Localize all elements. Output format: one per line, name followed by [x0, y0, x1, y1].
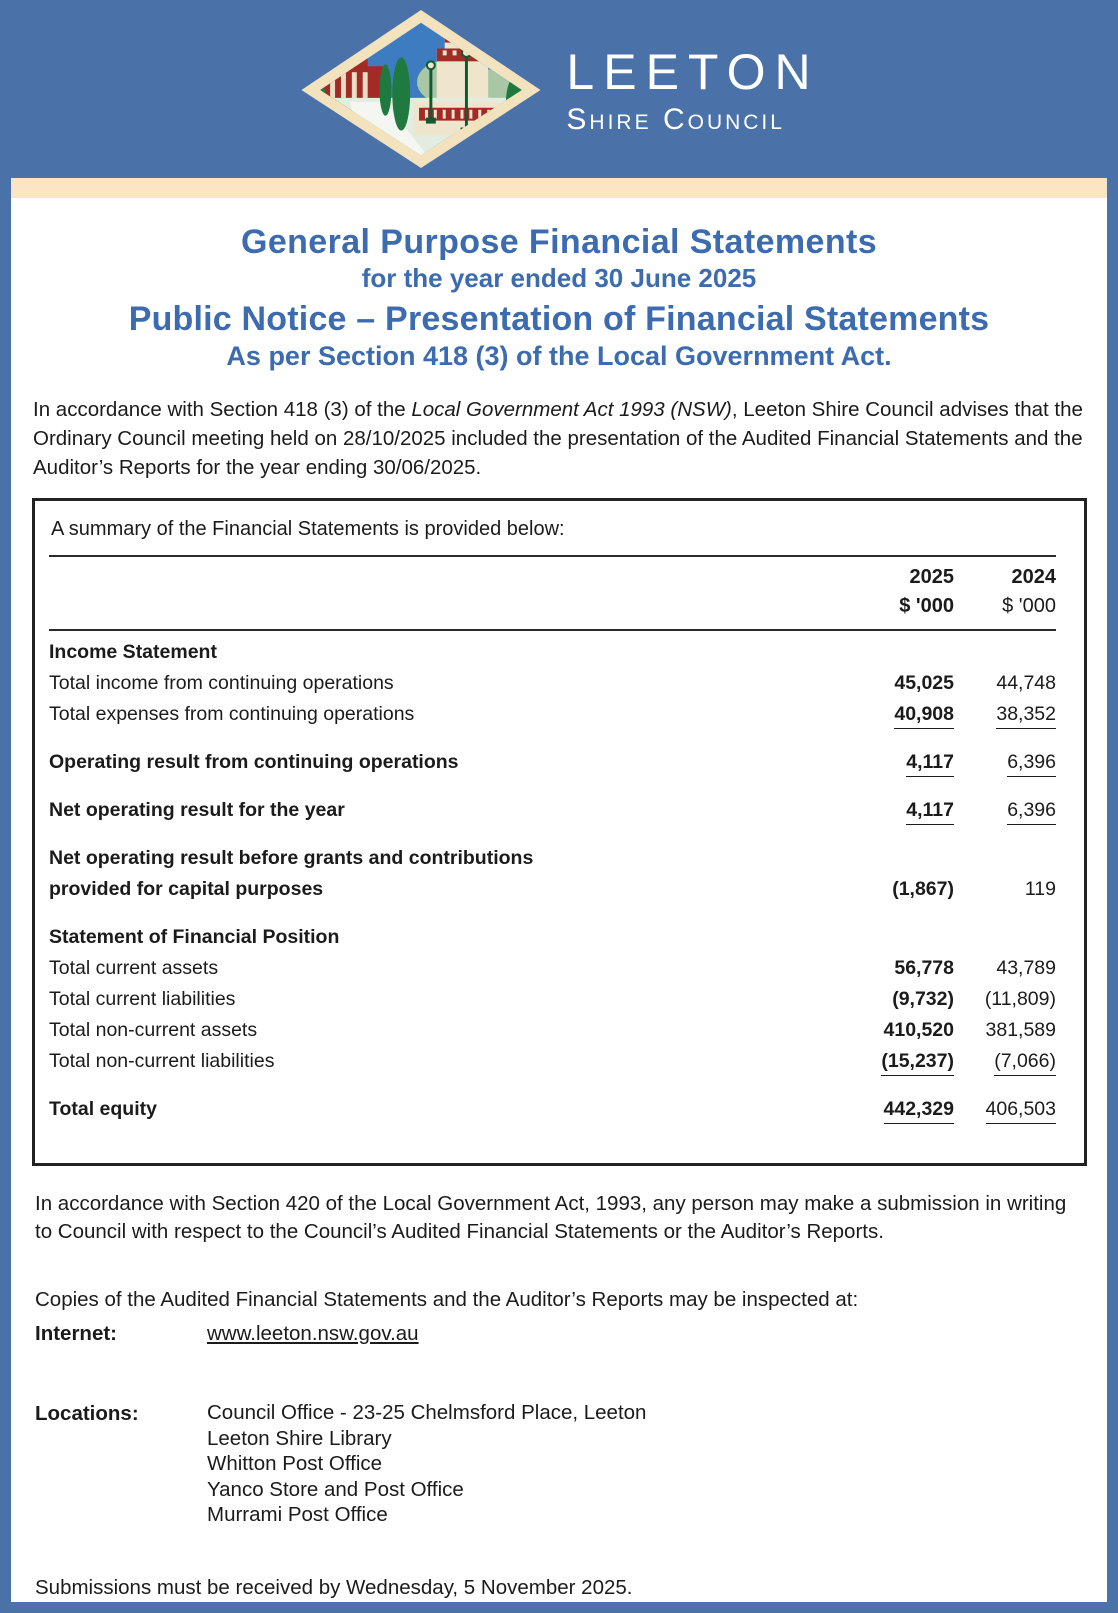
value-2025: 410,520 [883, 1019, 954, 1041]
value-2024: 381,589 [985, 1019, 1056, 1041]
table-row: Total current liabilities (9,732) (11,809) [49, 988, 1056, 1010]
value-2025: (9,732) [892, 988, 954, 1010]
value-2024: 119 [1024, 878, 1056, 900]
table-row: Operating result from continuing operations 4,117 6,396 [49, 747, 1056, 778]
header-banner [0, 0, 1118, 178]
value-2024: (7,066) [994, 1049, 1056, 1076]
title-block [22, 222, 1096, 373]
year-2025: 2025 [909, 566, 954, 588]
table-row: Total income from continuing operations 45,025 44,748 [49, 672, 1056, 694]
section-row [49, 922, 1056, 953]
summary-intro: A summary of the Financial Statements is provided below: [51, 518, 565, 540]
list-item: Council Office - 23-25 Chelmsford Place, Leeton [207, 1401, 647, 1424]
act-title-italic: Local Government Act 1993 (NSW) [411, 398, 732, 421]
locations-label: Locations: [35, 1402, 139, 1425]
divider-header [49, 629, 1056, 631]
value-2024: 6,396 [1007, 798, 1056, 825]
submissions-deadline: Submissions must be received by Wednesday, 5 November 2025. [35, 1575, 633, 1599]
value-2024: 406,503 [986, 1097, 1057, 1124]
accent-stripe [11, 178, 1107, 198]
intro-text-after: , Leeton Shire Council advises that the Ordinary Council meeting held on 28/10/2025 included the presentation of the Audited Financial Statements and the Auditor’s Reports for the year ending 30/06/2025. [33, 398, 1083, 479]
locations-row [35, 1400, 1081, 1528]
notice-subtitle-act: As per Section 418 (3) of the Local Government Act. [226, 341, 892, 371]
value-2025: (1,867) [892, 878, 954, 900]
column-header-2025 [836, 563, 954, 621]
value-2024: 43,789 [996, 957, 1056, 979]
financial-summary-box [32, 498, 1087, 1166]
page-subtitle-year: for the year ended 30 June 2025 [361, 263, 757, 293]
org-name-secondary: Shire Council [566, 103, 785, 136]
section-row [49, 637, 1056, 668]
value-2025: 4,117 [906, 798, 954, 825]
value-2024: 6,396 [1007, 750, 1056, 777]
list-item: Yanco Store and Post Office [207, 1477, 464, 1501]
internet-row [35, 1320, 1081, 1348]
table-row: Net operating result before grants and contributions provided for capital purposes (1,867) 119 [49, 847, 1056, 900]
section-label: Income Statement [49, 641, 217, 663]
table-row: Total current assets 56,778 43,789 [49, 957, 1056, 979]
list-item: Murrami Post Office [207, 1503, 388, 1526]
notice-body [11, 198, 1107, 1602]
org-name-primary: LEETON [566, 44, 820, 100]
value-2024: 44,748 [996, 672, 1056, 694]
notice-title: Public Notice – Presentation of Financial Statements [128, 300, 990, 338]
column-header-2024 [954, 563, 1056, 621]
value-2025: 40,908 [894, 702, 954, 729]
summary-rows [49, 637, 1056, 1125]
locations-list [207, 1400, 646, 1528]
intro-text-before: In accordance with Section 418 (3) of the [33, 398, 412, 421]
value-2024: (11,809) [984, 988, 1056, 1010]
list-item: Whitton Post Office [207, 1452, 383, 1475]
council-logo-icon [298, 7, 544, 171]
unit-2025: $ '000 [899, 595, 954, 617]
value-2025: (15,237) [881, 1049, 954, 1076]
page-title: General Purpose Financial Statements [240, 223, 878, 261]
column-headers [49, 557, 1056, 629]
content-frame [0, 178, 1118, 1613]
table-row: Total non-current liabilities (15,237) (7,066) [49, 1046, 1056, 1077]
table-row: Total expenses from continuing operations 40,908 38,352 [49, 699, 1056, 730]
intro-paragraph [33, 395, 1085, 482]
copies-inspection-intro: Copies of the Audited Financial Statements and the Auditor’s Reports may be inspected at: [35, 1288, 859, 1311]
unit-2024: $ '000 [1002, 595, 1056, 617]
table-row: Total equity 442,329 406,503 [49, 1094, 1056, 1125]
list-item: Leeton Shire Library [207, 1426, 392, 1450]
council-website-link[interactable]: www.leeton.nsw.gov.au [207, 1322, 419, 1345]
table-row: Total non-current assets 410,520 381,589 [49, 1019, 1056, 1041]
value-2024: 38,352 [996, 702, 1056, 729]
value-2025: 45,025 [894, 672, 954, 694]
internet-label: Internet: [35, 1322, 117, 1345]
section-label: Statement of Financial Position [49, 926, 340, 948]
value-2025: 56,778 [894, 957, 954, 979]
year-2024: 2024 [1011, 566, 1056, 588]
section-420-paragraph: In accordance with Section 420 of the Local Government Act, 1993, any person may make a submission in writing to Council with respect to the Council’s Audited Financial Statements or the Auditor’s Reports. [35, 1192, 1067, 1243]
value-2025: 4,117 [906, 750, 954, 777]
table-row: Net operating result for the year 4,117 6,396 [49, 795, 1056, 826]
org-name [566, 44, 820, 136]
value-2025: 442,329 [884, 1097, 955, 1124]
